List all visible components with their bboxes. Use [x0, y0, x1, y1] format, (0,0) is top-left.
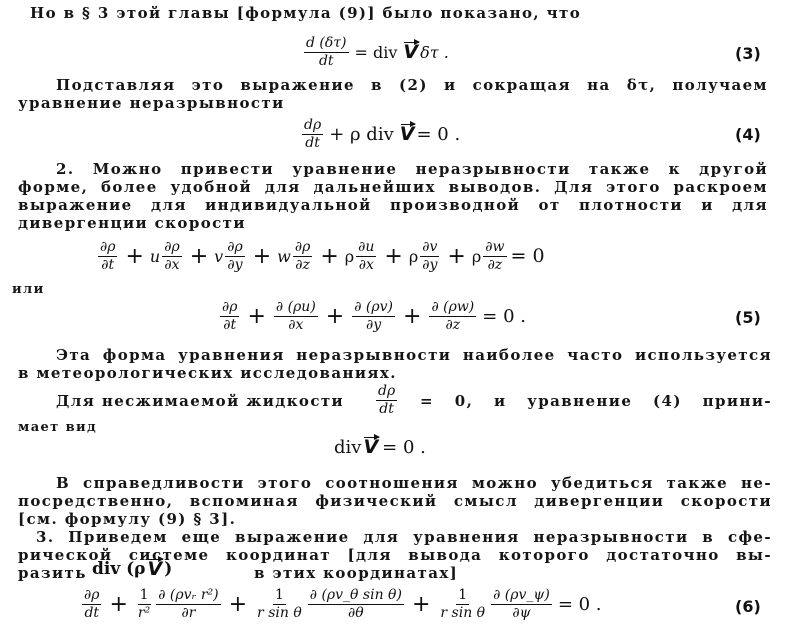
equation-5: [218, 300, 526, 332]
numerator: ∂ρ: [294, 239, 311, 255]
coefficient: ρ: [408, 246, 419, 266]
equation-number: (3): [735, 44, 761, 63]
text-line: 2. Можно привести уравнение неразрывности также к другой: [56, 160, 768, 178]
plus-sign: +: [403, 303, 422, 329]
text-line: мает вид: [18, 420, 98, 435]
numerator: d (δτ): [306, 35, 347, 51]
denominator: dt: [84, 604, 100, 621]
denominator: r sin θ: [257, 604, 302, 621]
text-line: посредственно, вспоминая физический смысл дивергенции скорости: [18, 492, 772, 510]
fraction: [308, 588, 404, 620]
vector-v-symbol: V: [403, 41, 419, 64]
numerator: ∂ (ρvᵣ r²): [158, 587, 219, 603]
equation-text: = 0 .: [382, 436, 426, 458]
coefficient: ρ: [344, 246, 355, 266]
equation-text: δτ .: [420, 42, 449, 62]
text-line: в этих координатах]: [254, 564, 459, 582]
text-line: Эта форма уравнения неразрывности наиболее часто используется: [56, 346, 772, 364]
text-line: Подставляя это выражение в (2) и сокращая на δτ, получаем: [56, 76, 768, 94]
numerator: ∂ (ρw): [431, 299, 475, 315]
plus-sign: +: [384, 243, 403, 269]
fraction: [376, 384, 397, 416]
equation-number: (5): [735, 308, 761, 327]
numerator: ∂ρ: [164, 239, 180, 255]
equation-text: = div: [354, 42, 398, 62]
text-line: дивергенции скорости: [18, 214, 246, 232]
coefficient: ρ: [471, 246, 482, 266]
text-line: выражение для индивидуальной производной от плотности и для: [18, 196, 768, 214]
numerator: ∂ρ: [100, 239, 116, 255]
plus-sign: +: [189, 243, 209, 269]
denominator: ∂t: [223, 316, 237, 333]
denominator: dt: [318, 52, 334, 69]
numerator: 1: [139, 587, 149, 603]
denominator: ∂ψ: [512, 604, 531, 621]
fraction: [225, 240, 244, 272]
denominator: ∂x: [288, 316, 304, 333]
coefficient: w: [277, 246, 291, 266]
text-line: уравнение неразрывности: [18, 94, 285, 112]
denominator: ∂y: [227, 256, 243, 273]
numerator: ∂ρ: [227, 239, 243, 255]
plus-sign: +: [320, 243, 339, 269]
numerator: ∂ρ: [222, 299, 238, 315]
denominator: dt: [305, 134, 320, 151]
equation-text: = 0: [510, 245, 545, 268]
numerator: ∂u: [358, 239, 375, 255]
numerator: ∂v: [422, 239, 438, 255]
plus-sign: +: [252, 243, 272, 269]
text-line: рической системе координат [для вывода которого достаточно вы-: [18, 546, 772, 564]
fraction: [491, 588, 552, 620]
text-line: [см. формулу (9) § 3].: [18, 510, 237, 528]
fraction: [352, 300, 395, 332]
fraction: [255, 588, 304, 620]
denominator: ∂r: [181, 604, 196, 621]
numerator: ∂ (ρu): [275, 299, 316, 315]
equation-text: = 0 .: [482, 305, 526, 327]
denominator: ∂θ: [348, 604, 364, 621]
text-line: или: [12, 282, 45, 297]
inline-div-rhov: [92, 558, 172, 580]
fraction: [136, 588, 152, 620]
text-line: 3. Приведем еще выражение для уравнения неразрывности в сфе-: [36, 528, 772, 546]
equation-text: = 0 .: [557, 593, 602, 615]
denominator: dt: [379, 400, 394, 417]
coefficient: v: [214, 246, 224, 266]
numerator: ∂ (ρv_θ sin θ): [309, 587, 402, 603]
denominator: ∂t: [101, 256, 115, 273]
numerator: ∂ρ: [84, 587, 100, 603]
equation-text: div: [334, 436, 362, 458]
text-line: в метеорологических исследованиях.: [18, 364, 397, 382]
fraction: [483, 240, 506, 272]
equation-expanded: [96, 240, 545, 272]
plus-sign: +: [325, 303, 345, 329]
equation-div-v: [334, 436, 426, 458]
text-line: Для несжимаемой жидкости: [56, 392, 345, 410]
vector-v-symbol: V: [399, 123, 415, 146]
fraction: [162, 240, 181, 272]
denominator: ∂z: [487, 256, 503, 273]
equation-text: = 0 .: [416, 123, 461, 145]
vector-v-symbol: V: [147, 558, 163, 580]
plus-sign: +: [411, 591, 431, 617]
plus-sign: +: [125, 243, 144, 269]
fraction: [420, 240, 439, 272]
plus-sign: +: [247, 303, 266, 329]
numerator: dρ: [378, 383, 396, 399]
denominator: ∂z: [445, 316, 461, 333]
fraction: [156, 588, 220, 620]
equation-6: [80, 588, 602, 620]
fraction: [304, 36, 349, 68]
numerator: ∂ (ρv_ψ): [493, 587, 550, 603]
fraction: [429, 300, 476, 332]
fraction: [293, 240, 312, 272]
fraction: [274, 300, 318, 332]
equation-4: [300, 118, 460, 150]
denominator: ∂z: [295, 256, 310, 273]
text-line: Но в § 3 этой главы [формула (9)] было показано, что: [30, 4, 582, 22]
numerator: ∂w: [485, 239, 505, 255]
fraction: [356, 240, 376, 272]
denominator: r²: [137, 604, 151, 621]
equation-text: ): [164, 559, 173, 579]
plus-sign: +: [447, 243, 466, 269]
fraction: [302, 118, 323, 150]
text-line: разить: [18, 564, 87, 582]
denominator: ∂y: [422, 256, 438, 273]
numerator: dρ: [304, 117, 322, 133]
numerator: ∂ (ρv): [354, 299, 393, 315]
vector-v-symbol: V: [363, 436, 379, 458]
text-line: форме, более удобной для дальнейших выводов. Для этого раскроем: [18, 178, 768, 196]
fraction: [220, 300, 239, 332]
inline-fraction: [374, 384, 399, 416]
denominator: ∂x: [358, 256, 374, 273]
equation-number: (6): [735, 597, 761, 616]
equation-3: [302, 36, 449, 68]
denominator: ∂y: [366, 316, 382, 333]
coefficient: u: [149, 246, 161, 266]
denominator: r sin θ: [440, 604, 486, 621]
denominator: ∂x: [164, 256, 180, 273]
equation-number: (4): [735, 125, 761, 144]
plus-sign: +: [228, 591, 248, 617]
fraction: [438, 588, 487, 620]
plus-sign: +: [109, 591, 128, 617]
text-line: = 0, и уравнение (4) прини-: [420, 392, 772, 410]
text-line: В справедливости этого соотношения можно убедиться также не-: [56, 474, 772, 492]
equation-text: div (ρ: [92, 559, 146, 579]
fraction: [98, 240, 117, 272]
fraction: [82, 588, 101, 620]
numerator: 1: [458, 587, 468, 603]
numerator: 1: [274, 587, 284, 603]
equation-text: + ρ div: [329, 123, 394, 145]
